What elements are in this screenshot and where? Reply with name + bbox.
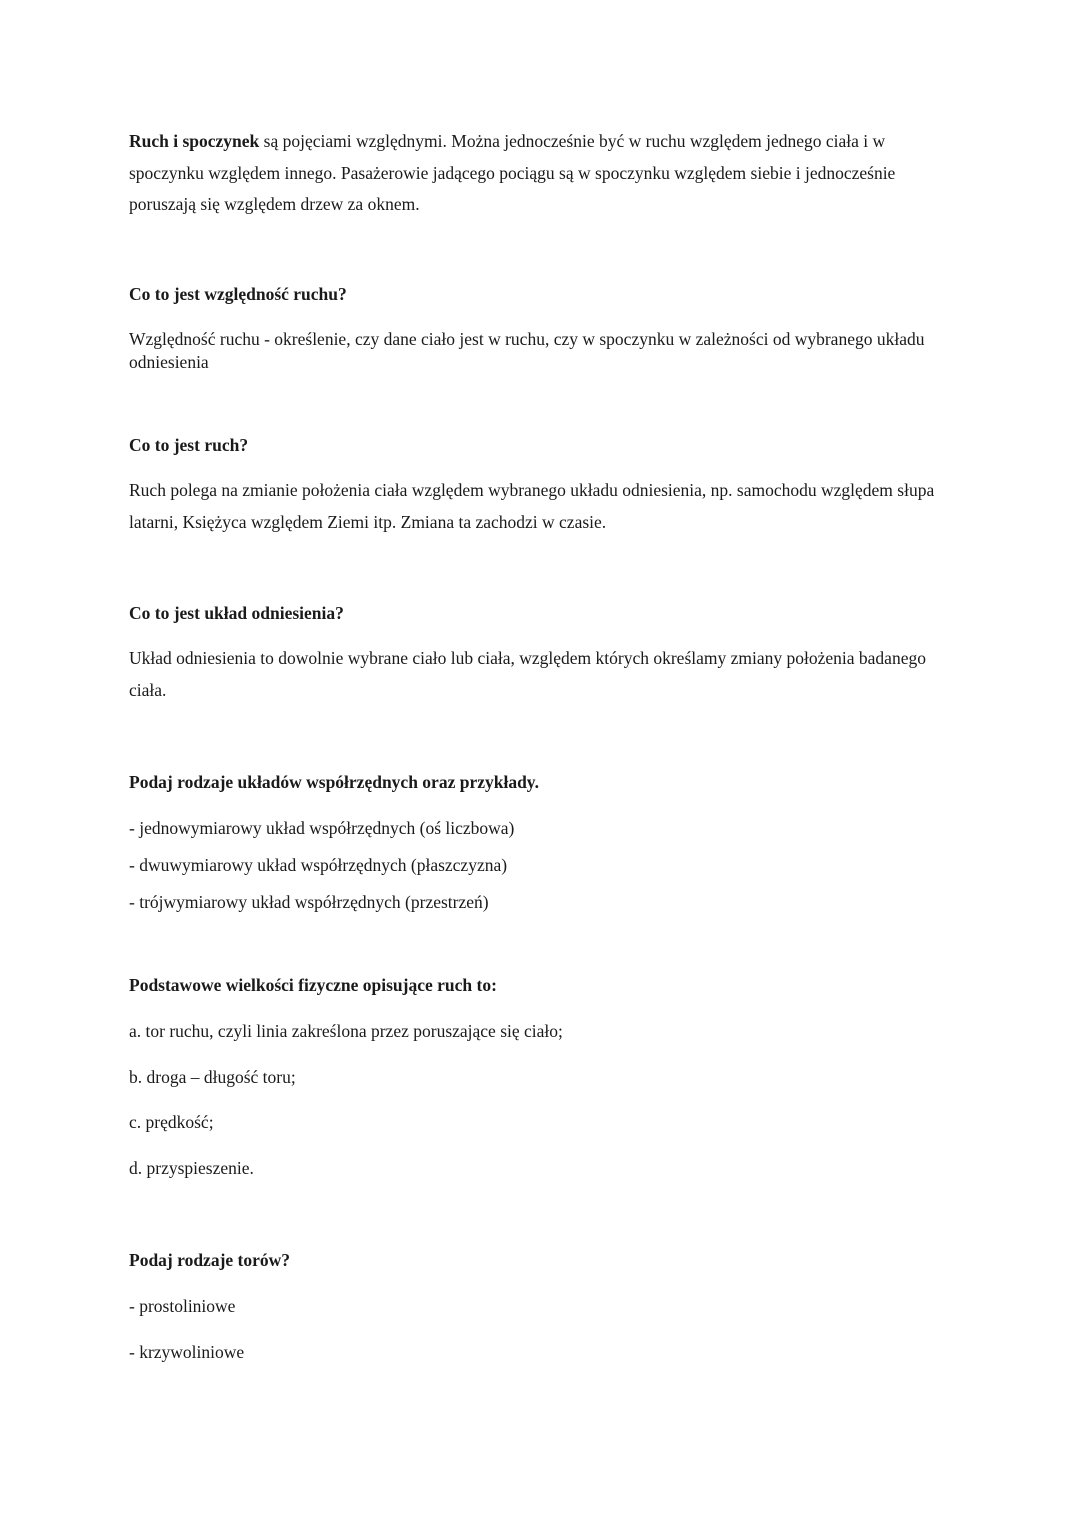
list-item-coordinate-2d: - dwuwymiarowy układ współrzędnych (płaszczyzna) — [129, 855, 508, 875]
heading-relativity: Co to jest względność ruchu? — [129, 284, 347, 304]
list-item-path-straight: - prostoliniowe — [129, 1296, 236, 1316]
list-item-quantity-a: a. tor ruchu, czyli linia zakreślona przez poruszające się ciało; — [129, 1021, 563, 1041]
list-item-path-curved: - krzywoliniowe — [129, 1342, 245, 1362]
heading-coordinate-systems: Podaj rodzaje układów współrzędnych oraz przykłady. — [129, 772, 539, 792]
paragraph-motion: Ruch polega na zmianie położenia ciała względem wybranego układu odniesienia, np. samochodu względem słupa latarni, Księżyca względem Ziemi itp. Zmiana ta zachodzi w czasie. — [129, 480, 935, 532]
intro-paragraph — [129, 126, 939, 221]
list-item-quantity-c: c. prędkość; — [129, 1112, 214, 1132]
list-item-coordinate-3d: - trójwymiarowy układ współrzędnych (przestrzeń) — [129, 892, 489, 912]
list-item-quantity-d: d. przyspieszenie. — [129, 1158, 254, 1178]
heading-motion: Co to jest ruch? — [129, 435, 249, 455]
intro-bold-lead: Ruch i spoczynek — [129, 131, 260, 151]
paragraph-reference-frame: Układ odniesienia to dowolnie wybrane ciało lub ciała, względem których określamy zmiany położenia badanego ciała. — [129, 648, 926, 700]
intro-text: są pojęciami względnymi. Można jednocześnie być w ruchu względem jednego ciała i w spoczynku względem innego. Pasażerowie jadącego pociągu są w spoczynku względem siebie i jednocześnie poruszają się względem drzew za oknem. — [129, 131, 896, 214]
heading-paths: Podaj rodzaje torów? — [129, 1250, 291, 1270]
heading-reference-frame: Co to jest układ odniesienia? — [129, 603, 344, 623]
list-item-coordinate-1d: - jednowymiarowy układ współrzędnych (oś liczbowa) — [129, 818, 515, 838]
list-item-quantity-b: b. droga – długość toru; — [129, 1067, 296, 1087]
heading-quantities: Podstawowe wielkości fizyczne opisujące ruch to: — [129, 975, 497, 995]
paragraph-relativity: Względność ruchu - określenie, czy dane ciało jest w ruchu, czy w spoczynku w zależności od wybranego układu odniesienia — [129, 329, 925, 372]
